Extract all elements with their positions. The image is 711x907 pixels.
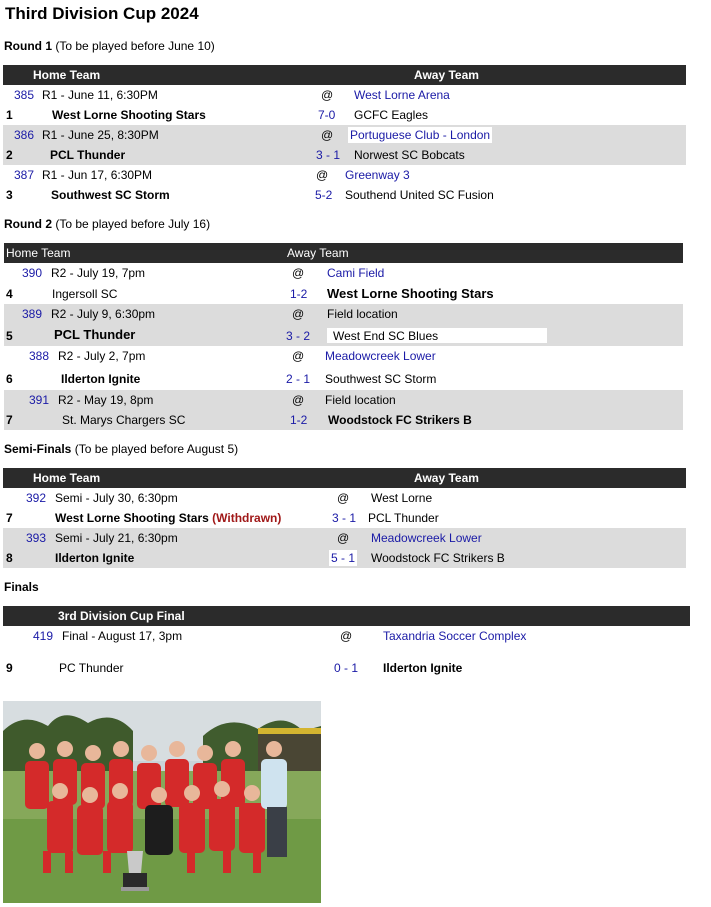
at-symbol: @ (292, 349, 305, 363)
home-team: Ilderton Ignite (55, 551, 135, 565)
game-number[interactable]: 385 (14, 88, 35, 102)
score-link[interactable]: 5 - 1 (331, 551, 356, 565)
match-info: Semi - July 21, 6:30pm (55, 531, 178, 545)
game-number[interactable]: 392 (26, 491, 47, 505)
away-team: West End SC Blues (333, 329, 439, 343)
home-team: PCL Thunder (54, 327, 136, 342)
venue-link[interactable]: Meadowcreek Lower (371, 531, 482, 545)
game-number[interactable]: 387 (14, 168, 35, 182)
home-team: PC Thunder (59, 661, 124, 675)
venue-link[interactable]: West Lorne Arena (354, 88, 450, 102)
game-number[interactable]: 389 (22, 307, 43, 321)
home-team-header: Home Team (33, 471, 101, 485)
seed: 6 (6, 372, 13, 386)
semis-heading: Semi-Finals (To be played before August 5) (4, 442, 239, 456)
at-symbol: @ (316, 168, 329, 182)
final-header: 3rd Division Cup Final (58, 609, 185, 623)
venue-link[interactable]: Meadowcreek Lower (325, 349, 436, 363)
home-team-header: Home Team (6, 246, 71, 260)
match-info: R2 - July 19, 7pm (51, 266, 146, 280)
game-number[interactable]: 388 (29, 349, 50, 363)
finals-header-row (3, 606, 690, 626)
home-team: West Lorne Shooting Stars (52, 108, 206, 122)
score-link[interactable]: 7-0 (318, 108, 336, 122)
match-info: R1 - Jun 17, 6:30PM (42, 168, 153, 182)
game-number[interactable]: 419 (33, 629, 54, 643)
home-team: Ingersoll SC (52, 287, 118, 301)
away-team: Southwest SC Storm (325, 372, 437, 386)
game-number[interactable]: 391 (29, 393, 50, 407)
venue-link[interactable]: Cami Field (327, 266, 385, 280)
away-team: Ilderton Ignite (383, 661, 463, 675)
at-symbol: @ (292, 393, 305, 407)
score-link[interactable]: 1-2 (290, 287, 308, 301)
home-team: West Lorne Shooting Stars (55, 511, 209, 525)
away-team: Woodstock FC Strikers B (371, 551, 505, 565)
score-link[interactable]: 0 - 1 (334, 661, 359, 675)
seed: 9 (6, 661, 13, 675)
at-symbol: @ (337, 531, 350, 545)
at-symbol: @ (340, 629, 353, 643)
score-link[interactable]: 3 - 1 (332, 511, 357, 525)
venue-link[interactable]: Portuguese Club - London (350, 128, 491, 142)
away-team: Norwest SC Bobcats (354, 148, 465, 162)
home-team-header: Home Team (33, 68, 101, 82)
page-title: Third Division Cup 2024 (5, 4, 199, 23)
away-team-header: Away Team (287, 246, 349, 260)
round2-header-row (4, 243, 683, 263)
seed: 4 (6, 287, 13, 301)
match-info: R1 - June 11, 6:30PM (42, 88, 158, 102)
score-link[interactable]: 1-2 (290, 413, 308, 427)
away-team: West Lorne Shooting Stars (327, 286, 494, 301)
team-photo (3, 701, 321, 903)
score-link[interactable]: 3 - 2 (286, 329, 311, 343)
home-team-cell (55, 511, 281, 525)
at-symbol: @ (292, 307, 305, 321)
away-team: Woodstock FC Strikers B (328, 413, 472, 427)
withdrawn-label: (Withdrawn) (212, 511, 282, 525)
venue-link[interactable]: Greenway 3 (345, 168, 410, 182)
score-link[interactable]: 2 - 1 (286, 372, 311, 386)
score-link[interactable]: 3 - 1 (316, 148, 341, 162)
seed: 7 (6, 511, 13, 525)
venue-label: West Lorne (371, 491, 433, 505)
match-info: R2 - July 2, 7pm (58, 349, 146, 363)
round2-heading: Round 2 (To be played before July 16) (4, 217, 211, 231)
away-team: PCL Thunder (368, 511, 439, 525)
round1-header-row (3, 65, 686, 85)
venue-label: Field location (325, 393, 396, 407)
seed: 2 (6, 148, 13, 162)
at-symbol: @ (292, 266, 305, 280)
game-number[interactable]: 393 (26, 531, 47, 545)
home-team: PCL Thunder (50, 148, 126, 162)
match-info: Final - August 17, 3pm (62, 629, 183, 643)
match-info: R2 - July 9, 6:30pm (51, 307, 156, 321)
home-team: Southwest SC Storm (51, 188, 170, 202)
home-team: St. Marys Chargers SC (62, 413, 186, 427)
match-info: R2 - May 19, 8pm (58, 393, 154, 407)
away-team-header: Away Team (414, 471, 479, 485)
round1-heading: Round 1 (To be played before June 10) (4, 39, 215, 53)
venue-label: Field location (327, 307, 398, 321)
home-team: Ilderton Ignite (61, 372, 141, 386)
semis-header-row (3, 468, 686, 488)
seed: 5 (6, 329, 13, 343)
seed: 7 (6, 413, 13, 427)
game-number[interactable]: 390 (22, 266, 43, 280)
at-symbol: @ (321, 88, 334, 102)
venue-link[interactable]: Taxandria Soccer Complex (383, 629, 527, 643)
finals-heading: Finals (4, 580, 39, 594)
away-team: Southend United SC Fusion (345, 188, 494, 202)
match-info: R1 - June 25, 8:30PM (42, 128, 159, 142)
at-symbol: @ (321, 128, 334, 142)
score-link[interactable]: 5-2 (315, 188, 333, 202)
away-team: GCFC Eagles (354, 108, 429, 122)
seed: 8 (6, 551, 13, 565)
at-symbol: @ (337, 491, 350, 505)
game-number[interactable]: 386 (14, 128, 35, 142)
match-info: Semi - July 30, 6:30pm (55, 491, 178, 505)
seed: 3 (6, 188, 13, 202)
away-team-header: Away Team (414, 68, 479, 82)
seed: 1 (6, 108, 13, 122)
